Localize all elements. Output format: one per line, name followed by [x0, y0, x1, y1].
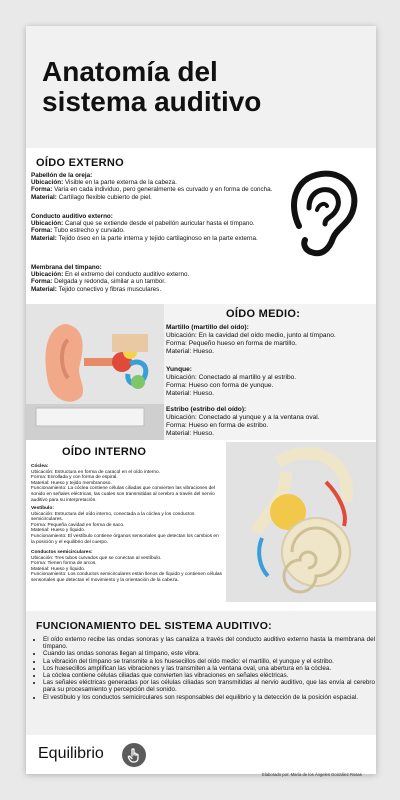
estribo-forma: Forma: Hueso en forma de estribo. — [166, 422, 269, 430]
conductos-block — [31, 550, 223, 584]
label: Forma: — [31, 227, 53, 235]
author-credit: Elaborado por: María de los Ángeles González Rosas — [262, 772, 362, 778]
coclea-line: Forma: Enrollada y con forma de espiral. — [31, 475, 118, 481]
equilibrio-button[interactable] — [122, 743, 146, 767]
label: Material: — [31, 193, 57, 201]
page-title: Anatomía del sistema auditivo — [42, 56, 262, 117]
vestibulo-line: Ubicación: Estructura del oído interno, conectada a la cóclea y los conductos semicirculares. — [31, 511, 195, 523]
infographic-sheet — [26, 26, 376, 778]
conductos-line: Ubicación: Tres tubos curvados que se conectan al vestíbulo. — [31, 555, 162, 561]
coclea-title: Cóclea: — [31, 464, 49, 469]
section-heading-oido-interno: OÍDO INTERNO — [62, 446, 147, 458]
martillo-block — [166, 324, 371, 356]
pabellon-block — [31, 172, 279, 201]
conducto-block — [31, 213, 279, 242]
hand-pointer-icon — [122, 743, 146, 767]
conductos-line: Funcionamiento: Los conductos semicirculares están llenos de líquido y contienen células sensoriales que detectan el movimiento y la orientación de la cabeza. — [31, 572, 222, 583]
section-heading-oido-externo: OÍDO EXTERNO — [36, 157, 124, 169]
label: Ubicación: — [31, 271, 64, 279]
cochlea-model-photo — [226, 442, 376, 602]
list-item: • Las señales eléctricas generadas por las células ciliadas son transmitidas al nervio auditivo, que las envía al cerebro para su procesamiento y percepción del sonido. — [43, 679, 375, 693]
label: Forma: — [31, 278, 53, 286]
funcionamiento-list — [34, 636, 375, 701]
yunque-material: Material: Hueso. — [166, 390, 215, 398]
value: Visible en la parte externa de la cabeza. — [63, 179, 177, 187]
value: Canal que se extiende desde el pabellón auricular hasta el tímpano. — [63, 220, 255, 228]
yunque-block — [166, 366, 371, 398]
martillo-material: Material: Hueso. — [166, 348, 215, 356]
vestibulo-title: Vestíbulo: — [31, 506, 54, 511]
section-heading-oido-medio: OÍDO MEDIO: — [226, 308, 301, 320]
value: En el extremo del conducto auditivo externo. — [63, 271, 190, 279]
label: Material: — [31, 285, 57, 293]
conductos-title: Conductos semicirculares: — [31, 550, 93, 555]
martillo-forma: Forma: Pequeño hueso en forma de martillo. — [166, 340, 297, 348]
yunque-forma: Forma: Hueso con forma de yunque. — [166, 382, 274, 390]
label: Forma: — [31, 186, 53, 194]
section-heading-funcionamiento: FUNCIONAMIENTO DEL SISTEMA AUDITIVO: — [36, 620, 272, 632]
timpano-block — [31, 264, 279, 293]
value: Tubo estrecho y curvado. — [52, 227, 125, 235]
estribo-title: Estribo (estribo del oído): — [166, 406, 247, 413]
estribo-material: Material: Hueso. — [166, 430, 215, 438]
martillo-title: Martillo (martillo del oído): — [166, 324, 249, 331]
conductos-line: Forma: Tienen forma de arcos. — [31, 561, 97, 567]
label: Ubicación: — [31, 179, 64, 187]
conducto-title: Conducto auditivo externo: — [31, 213, 113, 220]
conductos-line: Material: Hueso y líquido. — [31, 566, 86, 572]
ear-icon — [279, 166, 363, 262]
coclea-line: Material: Hueso y tejido membranoso. — [31, 480, 112, 486]
coclea-line: Ubicación: Estructura en forma de caracol en el oído interno. — [31, 469, 161, 475]
coclea-line: Funcionamiento: La cóclea contiene células ciliadas que convierten las vibraciones del sonido en señales eléctricas, las cuales son transmitidas al cerebro a través del nervio auditivo para su interpretación. — [31, 486, 215, 503]
yunque-title: Yunque: — [166, 366, 193, 373]
list-item: • El vestíbulo y los conductos semicirculares son responsables del equilibrio y la detección de la posición espacial. — [43, 694, 375, 701]
value: Delgada y redonda, similar a un tambor. — [52, 278, 166, 286]
list-item: • Los huesecillos amplifican las vibraciones y las transmiten a la ventana oval, una abertura en la cóclea. — [43, 665, 375, 672]
list-item: • El oído externo recibe las ondas sonoras y las canaliza a través del conducto auditivo externo hasta la membrana del tímpano. — [43, 636, 375, 650]
list-item: • La cóclea contiene células ciliadas que convierten las vibraciones en señales eléctricas. — [43, 672, 375, 679]
label: Ubicación: — [31, 220, 64, 228]
pabellon-title: Pabellón de la oreja: — [31, 172, 93, 179]
value: Tejido conectivo y fibras musculares. — [56, 285, 162, 293]
label: Material: — [31, 234, 57, 242]
coclea-block — [31, 464, 223, 503]
martillo-ubicacion: Ubicación: En la cavidad del oído medio, junto al tímpano. — [166, 332, 336, 340]
equilibrio-label: Equilibrio — [38, 745, 104, 762]
value: Cartílago flexible cubierto de piel. — [56, 193, 152, 201]
yunque-ubicacion: Ubicación: Conectado al martillo y al estribo. — [166, 374, 297, 382]
vestibulo-line: Funcionamiento: El vestíbulo contiene órganos sensoriales que detectan los cambios en la posición y el equilibrio del cuerpo. — [31, 533, 219, 545]
vestibulo-line: Forma: Pequeña cavidad en forma de saco. — [31, 522, 125, 528]
vestibulo-line: Material: Hueso y líquido. — [31, 528, 86, 534]
value: Varía en cada individuo, pero generalmente es curvado y en forma de concha. — [52, 186, 273, 194]
vestibulo-block — [31, 506, 223, 545]
ear-model-photo — [26, 304, 164, 440]
timpano-title: Membrana del tímpano: — [31, 264, 102, 271]
list-item: • Cuando las ondas sonoras llegan al tímpano, este vibra. — [43, 650, 375, 657]
estribo-block — [166, 406, 371, 438]
estribo-ubicacion: Ubicación: Conectado al yunque y a la ventana oval. — [166, 414, 320, 422]
list-item: • La vibración del tímpano se transmite a los huesecillos del oído medio: el martillo, el yunque y el estribo. — [43, 658, 375, 665]
value: Tejido óseo en la parte interna y tejido cartilaginoso en la parte externa. — [56, 234, 258, 242]
